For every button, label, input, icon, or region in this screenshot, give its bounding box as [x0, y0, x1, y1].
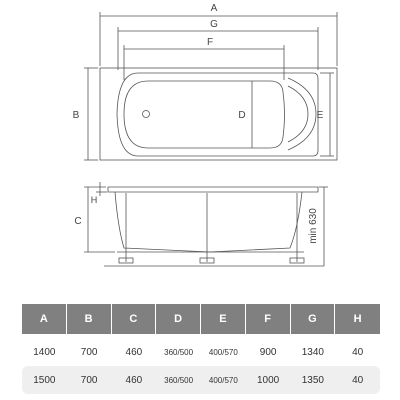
header-c: C — [112, 304, 157, 334]
headrest-inner — [288, 86, 308, 142]
header-a: A — [22, 304, 67, 334]
label-c: C — [74, 216, 82, 227]
table-cell: 460 — [112, 366, 157, 394]
table-cell: 360/500 — [156, 366, 201, 394]
table-cell: 1350 — [291, 366, 336, 394]
label-d: D — [238, 110, 246, 121]
table-cell: 400/570 — [208, 347, 238, 357]
headrest-outer — [288, 78, 316, 150]
table-cell: 1500 — [22, 366, 67, 394]
table-row — [22, 366, 380, 394]
table-cell: 700 — [80, 346, 98, 358]
label-h: H — [90, 195, 98, 205]
table-cell: 900 — [259, 346, 277, 358]
header-d: D — [156, 304, 201, 334]
header-h: H — [335, 304, 380, 334]
table-cell: 400/570 — [201, 366, 246, 394]
label-min-height: min 630 — [308, 208, 319, 244]
drain-icon — [143, 111, 150, 118]
table-cell: 460 — [125, 346, 143, 358]
header-g: G — [291, 304, 336, 334]
table-cell: 40 — [335, 366, 380, 394]
bath-basin — [124, 81, 285, 148]
top-view-outline — [100, 68, 337, 160]
table-row — [22, 334, 380, 366]
bath-rim — [117, 73, 318, 156]
table-cell: 1340 — [301, 346, 324, 358]
table-cell: 360/500 — [164, 347, 194, 357]
header-b: B — [67, 304, 112, 334]
table-header-row — [22, 304, 380, 334]
side-basin — [115, 192, 302, 252]
label-g: G — [210, 19, 218, 30]
table-cell: 1000 — [246, 366, 291, 394]
label-e: E — [316, 110, 324, 121]
table-cell: 700 — [67, 366, 112, 394]
header-e: E — [201, 304, 246, 334]
label-b: B — [72, 110, 80, 121]
side-rim — [108, 187, 318, 192]
table-cell: 1400 — [33, 346, 56, 358]
label-a: A — [210, 3, 218, 14]
label-f: F — [206, 37, 214, 48]
dimensions-table — [22, 304, 380, 394]
header-f: F — [246, 304, 291, 334]
table-cell: 40 — [352, 346, 364, 358]
